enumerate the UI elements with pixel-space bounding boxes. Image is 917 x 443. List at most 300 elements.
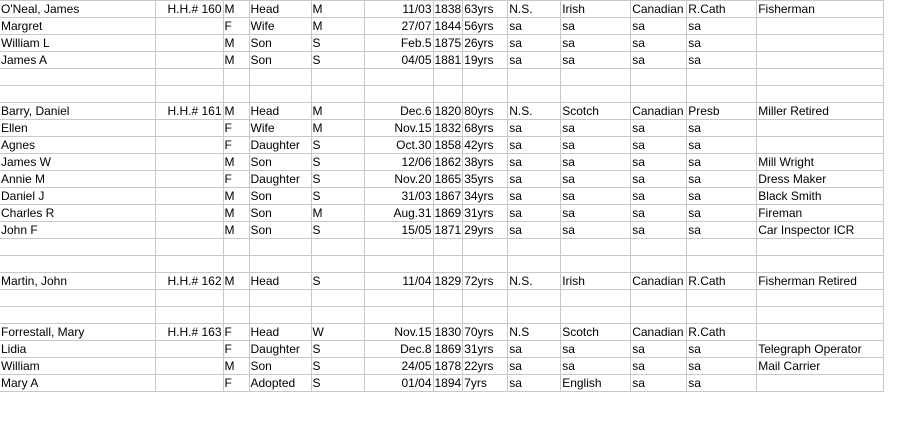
- table-cell[interactable]: R.Cath: [687, 273, 757, 290]
- table-cell[interactable]: sa: [508, 358, 561, 375]
- table-cell[interactable]: 26yrs: [463, 35, 508, 52]
- table-cell[interactable]: [0, 307, 155, 324]
- table-cell[interactable]: 1894: [434, 376, 462, 390]
- table-cell[interactable]: N.S.: [508, 1, 561, 18]
- table-cell[interactable]: [249, 307, 311, 324]
- table-cell[interactable]: [757, 324, 884, 341]
- table-cell[interactable]: [311, 256, 364, 273]
- table-cell[interactable]: sa: [561, 52, 631, 69]
- table-cell[interactable]: 1862: [434, 155, 462, 169]
- table-cell[interactable]: [757, 256, 884, 273]
- table-cell[interactable]: [561, 239, 631, 256]
- table-cell[interactable]: sa: [631, 188, 687, 205]
- table-cell[interactable]: sa: [631, 358, 687, 375]
- table-cell[interactable]: [249, 86, 311, 103]
- table-cell[interactable]: [155, 341, 223, 358]
- table-cell[interactable]: [223, 86, 249, 103]
- table-cell[interactable]: [249, 239, 311, 256]
- table-cell[interactable]: N.S: [508, 324, 561, 341]
- table-cell[interactable]: sa: [508, 35, 561, 52]
- table-cell[interactable]: John F: [0, 222, 155, 239]
- table-cell[interactable]: F: [223, 375, 249, 392]
- table-cell[interactable]: [155, 307, 223, 324]
- table-cell[interactable]: sa: [631, 52, 687, 69]
- table-cell[interactable]: M: [223, 222, 249, 239]
- table-cell[interactable]: S: [311, 52, 364, 69]
- table-cell[interactable]: [508, 307, 561, 324]
- table-cell[interactable]: 1869: [434, 206, 462, 220]
- table-cell[interactable]: Scotch: [561, 324, 631, 341]
- table-cell[interactable]: [631, 256, 687, 273]
- table-cell[interactable]: F: [223, 120, 249, 137]
- table-cell[interactable]: [223, 307, 249, 324]
- table-cell[interactable]: Head: [249, 324, 311, 341]
- table-cell[interactable]: M: [311, 103, 364, 120]
- table-cell[interactable]: [757, 375, 884, 392]
- table-cell[interactable]: sa: [687, 375, 757, 392]
- table-cell[interactable]: Aug.31: [364, 205, 433, 222]
- table-cell[interactable]: M: [223, 154, 249, 171]
- table-cell[interactable]: [364, 69, 433, 86]
- table-cell[interactable]: M: [311, 120, 364, 137]
- table-cell[interactable]: [364, 86, 433, 103]
- table-cell[interactable]: N.S.: [508, 273, 561, 290]
- table-cell[interactable]: H.H.# 163: [155, 324, 223, 341]
- table-cell[interactable]: R.Cath: [687, 324, 757, 341]
- table-cell[interactable]: [463, 86, 508, 103]
- table-cell[interactable]: F: [223, 341, 249, 358]
- table-cell[interactable]: sa: [631, 120, 687, 137]
- table-cell[interactable]: Daughter: [249, 137, 311, 154]
- table-cell[interactable]: W: [311, 324, 364, 341]
- table-cell[interactable]: Fisherman: [757, 1, 884, 18]
- table-cell[interactable]: sa: [508, 341, 561, 358]
- table-cell[interactable]: sa: [561, 18, 631, 35]
- table-cell[interactable]: [0, 69, 155, 86]
- table-cell[interactable]: Dec.8: [364, 341, 433, 358]
- table-cell[interactable]: [223, 69, 249, 86]
- table-cell[interactable]: S: [311, 273, 364, 290]
- table-cell[interactable]: 35yrs: [463, 171, 508, 188]
- table-cell[interactable]: [0, 86, 155, 103]
- table-cell[interactable]: [463, 69, 508, 86]
- table-cell[interactable]: [433, 256, 463, 273]
- table-cell[interactable]: Son: [249, 358, 311, 375]
- table-cell[interactable]: M: [223, 273, 249, 290]
- table-cell[interactable]: 72yrs: [463, 273, 508, 290]
- table-cell[interactable]: [463, 290, 508, 307]
- table-cell[interactable]: Martin, John: [0, 273, 155, 290]
- table-cell[interactable]: [757, 18, 884, 35]
- table-cell[interactable]: sa: [687, 52, 757, 69]
- table-cell[interactable]: Fireman: [757, 205, 884, 222]
- table-cell[interactable]: sa: [687, 341, 757, 358]
- table-cell[interactable]: Irish: [561, 273, 631, 290]
- table-cell[interactable]: Feb.5: [364, 35, 433, 52]
- table-cell[interactable]: 31yrs: [463, 341, 508, 358]
- table-cell[interactable]: [508, 256, 561, 273]
- table-cell[interactable]: 1871: [434, 223, 462, 237]
- table-cell[interactable]: [631, 239, 687, 256]
- table-cell[interactable]: [223, 256, 249, 273]
- table-cell[interactable]: 1858: [434, 138, 462, 152]
- table-cell[interactable]: Miller Retired: [757, 103, 884, 120]
- table-cell[interactable]: James A: [0, 52, 155, 69]
- table-cell[interactable]: [757, 137, 884, 154]
- table-cell[interactable]: Car Inspector ICR: [757, 222, 884, 239]
- table-cell[interactable]: [249, 256, 311, 273]
- table-cell[interactable]: S: [311, 188, 364, 205]
- table-cell[interactable]: sa: [561, 137, 631, 154]
- table-cell[interactable]: Daughter: [249, 171, 311, 188]
- table-cell[interactable]: sa: [631, 18, 687, 35]
- table-cell[interactable]: H.H.# 160: [155, 1, 223, 18]
- table-cell[interactable]: 56yrs: [463, 18, 508, 35]
- table-cell[interactable]: 38yrs: [463, 154, 508, 171]
- table-cell[interactable]: [364, 290, 433, 307]
- table-cell[interactable]: sa: [508, 154, 561, 171]
- table-cell[interactable]: [249, 69, 311, 86]
- table-cell[interactable]: [155, 375, 223, 392]
- table-cell[interactable]: [687, 307, 757, 324]
- table-cell[interactable]: [561, 86, 631, 103]
- table-cell[interactable]: M: [311, 18, 364, 35]
- table-cell[interactable]: F: [223, 137, 249, 154]
- table-cell[interactable]: Son: [249, 222, 311, 239]
- table-cell[interactable]: Forrestall, Mary: [0, 324, 155, 341]
- table-cell[interactable]: 70yrs: [463, 324, 508, 341]
- table-cell[interactable]: sa: [561, 205, 631, 222]
- table-cell[interactable]: sa: [687, 154, 757, 171]
- table-cell[interactable]: Nov.15: [364, 324, 433, 341]
- table-cell[interactable]: 1838: [434, 2, 462, 16]
- table-cell[interactable]: 1830: [434, 325, 462, 339]
- table-cell[interactable]: 31yrs: [463, 205, 508, 222]
- table-cell[interactable]: S: [311, 375, 364, 392]
- table-cell[interactable]: Son: [249, 205, 311, 222]
- table-cell[interactable]: S: [311, 171, 364, 188]
- table-cell[interactable]: M: [223, 205, 249, 222]
- table-cell[interactable]: 1829: [434, 274, 462, 288]
- table-cell[interactable]: sa: [631, 35, 687, 52]
- table-cell[interactable]: [687, 290, 757, 307]
- table-cell[interactable]: [561, 290, 631, 307]
- table-cell[interactable]: [508, 290, 561, 307]
- table-cell[interactable]: Nov.20: [364, 171, 433, 188]
- table-cell[interactable]: Dec.6: [364, 103, 433, 120]
- table-cell[interactable]: sa: [631, 154, 687, 171]
- table-cell[interactable]: sa: [561, 171, 631, 188]
- table-cell[interactable]: [433, 86, 463, 103]
- table-cell[interactable]: [687, 69, 757, 86]
- table-cell[interactable]: [463, 307, 508, 324]
- table-cell[interactable]: [508, 86, 561, 103]
- table-cell[interactable]: [155, 137, 223, 154]
- table-cell[interactable]: Son: [249, 52, 311, 69]
- table-cell[interactable]: [155, 358, 223, 375]
- table-cell[interactable]: [155, 35, 223, 52]
- table-cell[interactable]: F: [223, 324, 249, 341]
- table-cell[interactable]: [433, 69, 463, 86]
- table-cell[interactable]: 15/05: [364, 222, 433, 239]
- table-cell[interactable]: Dress Maker: [757, 171, 884, 188]
- table-row: [0, 290, 884, 307]
- table-cell[interactable]: M: [223, 1, 249, 18]
- table-cell[interactable]: Canadian: [631, 103, 687, 120]
- table-cell[interactable]: M: [223, 188, 249, 205]
- table-cell[interactable]: H.H.# 162: [155, 273, 223, 290]
- table-cell[interactable]: sa: [561, 154, 631, 171]
- table-cell[interactable]: sa: [561, 222, 631, 239]
- table-cell[interactable]: [155, 222, 223, 239]
- table-cell[interactable]: 11/03: [364, 1, 433, 18]
- table-cell[interactable]: 12/06: [364, 154, 433, 171]
- table-cell[interactable]: [155, 171, 223, 188]
- table-cell[interactable]: [364, 256, 433, 273]
- table-cell[interactable]: 1865: [434, 172, 462, 186]
- table-cell[interactable]: [311, 239, 364, 256]
- table-cell[interactable]: Wife: [249, 18, 311, 35]
- table-cell[interactable]: [757, 290, 884, 307]
- table-cell[interactable]: Son: [249, 154, 311, 171]
- table-cell[interactable]: [757, 35, 884, 52]
- table-cell[interactable]: [687, 239, 757, 256]
- table-cell[interactable]: James W: [0, 154, 155, 171]
- table-cell[interactable]: 1820: [434, 104, 462, 118]
- table-cell[interactable]: Presb: [687, 103, 757, 120]
- table-cell[interactable]: [687, 256, 757, 273]
- table-cell[interactable]: S: [311, 341, 364, 358]
- table-cell[interactable]: [508, 239, 561, 256]
- table-cell[interactable]: [463, 239, 508, 256]
- table-cell[interactable]: sa: [561, 120, 631, 137]
- table-cell[interactable]: [757, 307, 884, 324]
- table-cell[interactable]: sa: [508, 188, 561, 205]
- table-cell[interactable]: sa: [687, 188, 757, 205]
- table-cell[interactable]: sa: [508, 137, 561, 154]
- table-cell[interactable]: [249, 290, 311, 307]
- table-cell[interactable]: sa: [687, 35, 757, 52]
- table-cell[interactable]: [155, 69, 223, 86]
- table-cell[interactable]: [561, 69, 631, 86]
- table-cell[interactable]: Telegraph Operator: [757, 341, 884, 358]
- table-cell[interactable]: sa: [561, 188, 631, 205]
- table-cell[interactable]: [631, 307, 687, 324]
- table-cell[interactable]: [155, 86, 223, 103]
- table-cell[interactable]: Mill Wright: [757, 154, 884, 171]
- table-cell[interactable]: sa: [687, 120, 757, 137]
- table-cell[interactable]: sa: [687, 137, 757, 154]
- table-cell[interactable]: sa: [508, 375, 561, 392]
- table-cell[interactable]: M: [223, 358, 249, 375]
- table-cell[interactable]: Canadian: [631, 324, 687, 341]
- table-cell[interactable]: sa: [687, 358, 757, 375]
- table-cell[interactable]: sa: [631, 171, 687, 188]
- table-cell[interactable]: sa: [508, 52, 561, 69]
- table-cell[interactable]: 1878: [434, 359, 462, 373]
- table-cell[interactable]: Canadian: [631, 1, 687, 18]
- table-cell[interactable]: [155, 256, 223, 273]
- table-cell[interactable]: [311, 307, 364, 324]
- table-cell[interactable]: Mary A: [0, 375, 155, 392]
- table-cell[interactable]: [757, 86, 884, 103]
- table-cell[interactable]: Ellen: [0, 120, 155, 137]
- table-cell[interactable]: Son: [249, 188, 311, 205]
- table-cell[interactable]: sa: [508, 205, 561, 222]
- table-cell[interactable]: [0, 239, 155, 256]
- table-cell[interactable]: [757, 239, 884, 256]
- table-cell[interactable]: R.Cath: [687, 1, 757, 18]
- table-cell[interactable]: sa: [561, 35, 631, 52]
- table-cell[interactable]: 31/03: [364, 188, 433, 205]
- table-cell[interactable]: [561, 307, 631, 324]
- table-cell[interactable]: [155, 120, 223, 137]
- table-cell[interactable]: [687, 86, 757, 103]
- table-cell[interactable]: sa: [687, 205, 757, 222]
- table-cell[interactable]: 34yrs: [463, 188, 508, 205]
- table-cell[interactable]: [757, 69, 884, 86]
- table-cell[interactable]: M: [223, 35, 249, 52]
- table-cell[interactable]: Fisherman Retired: [757, 273, 884, 290]
- table-cell[interactable]: [0, 290, 155, 307]
- table-cell[interactable]: 1844: [434, 19, 462, 33]
- table-cell[interactable]: 1881: [434, 53, 462, 67]
- table-cell[interactable]: [463, 256, 508, 273]
- table-cell[interactable]: 27/07: [364, 18, 433, 35]
- table-cell[interactable]: sa: [508, 171, 561, 188]
- table-cell[interactable]: Nov.15: [364, 120, 433, 137]
- table-cell[interactable]: S: [311, 137, 364, 154]
- table-cell[interactable]: O'Neal, James: [0, 1, 155, 18]
- table-cell[interactable]: Lidia: [0, 341, 155, 358]
- table-cell[interactable]: [757, 52, 884, 69]
- table-cell[interactable]: Scotch: [561, 103, 631, 120]
- table-cell[interactable]: 22yrs: [463, 358, 508, 375]
- table-cell[interactable]: S: [311, 154, 364, 171]
- table-cell[interactable]: Adopted: [249, 375, 311, 392]
- table-cell[interactable]: sa: [508, 18, 561, 35]
- table-cell[interactable]: [757, 120, 884, 137]
- table-cell[interactable]: sa: [631, 375, 687, 392]
- table-cell[interactable]: Daniel J: [0, 188, 155, 205]
- table-cell[interactable]: M: [223, 52, 249, 69]
- table-cell[interactable]: sa: [508, 222, 561, 239]
- table-cell[interactable]: 24/05: [364, 358, 433, 375]
- table-cell[interactable]: [433, 239, 463, 256]
- table-cell[interactable]: [155, 52, 223, 69]
- table-cell[interactable]: [0, 256, 155, 273]
- table-cell[interactable]: [364, 239, 433, 256]
- table-cell[interactable]: sa: [687, 171, 757, 188]
- table-cell[interactable]: Wife: [249, 120, 311, 137]
- table-cell[interactable]: [311, 69, 364, 86]
- table-cell[interactable]: Oct.30: [364, 137, 433, 154]
- table-cell[interactable]: William L: [0, 35, 155, 52]
- table-cell[interactable]: S: [311, 35, 364, 52]
- table-cell[interactable]: F: [223, 18, 249, 35]
- table-cell[interactable]: [364, 307, 433, 324]
- table-cell[interactable]: [223, 239, 249, 256]
- table-cell[interactable]: sa: [687, 222, 757, 239]
- table-cell[interactable]: [561, 256, 631, 273]
- table-cell[interactable]: [155, 154, 223, 171]
- table-cell[interactable]: sa: [561, 358, 631, 375]
- table-cell[interactable]: [311, 86, 364, 103]
- table-cell[interactable]: [631, 86, 687, 103]
- table-cell[interactable]: Irish: [561, 1, 631, 18]
- table-cell[interactable]: [155, 18, 223, 35]
- table-cell[interactable]: [223, 290, 249, 307]
- table-cell[interactable]: sa: [631, 137, 687, 154]
- table-cell[interactable]: 11/04: [364, 273, 433, 290]
- table-cell[interactable]: 04/05: [364, 52, 433, 69]
- table-cell[interactable]: F: [223, 171, 249, 188]
- table-cell[interactable]: N.S.: [508, 103, 561, 120]
- table-cell[interactable]: Charles R: [0, 205, 155, 222]
- table-cell[interactable]: [311, 290, 364, 307]
- table-cell[interactable]: [155, 239, 223, 256]
- table-cell[interactable]: M: [223, 103, 249, 120]
- table-cell[interactable]: Head: [249, 1, 311, 18]
- table-cell[interactable]: Son: [249, 35, 311, 52]
- table-cell[interactable]: William: [0, 358, 155, 375]
- table-cell[interactable]: 1869: [434, 342, 462, 356]
- table-cell[interactable]: sa: [561, 341, 631, 358]
- table-cell[interactable]: Head: [249, 273, 311, 290]
- table-cell[interactable]: sa: [631, 341, 687, 358]
- table-cell[interactable]: Canadian: [631, 273, 687, 290]
- table-cell[interactable]: [631, 290, 687, 307]
- table-cell[interactable]: Barry, Daniel: [0, 103, 155, 120]
- table-cell[interactable]: Margret: [0, 18, 155, 35]
- table-cell[interactable]: 1832: [434, 121, 462, 135]
- table-cell[interactable]: [631, 69, 687, 86]
- table-cell[interactable]: Agnes: [0, 137, 155, 154]
- table-cell[interactable]: [155, 290, 223, 307]
- table-cell[interactable]: English: [561, 375, 631, 392]
- table-cell[interactable]: 1867: [434, 189, 462, 203]
- table-cell[interactable]: 7yrs: [463, 375, 508, 392]
- table-cell[interactable]: 42yrs: [463, 137, 508, 154]
- table-cell[interactable]: 63yrs: [463, 1, 508, 18]
- table-cell[interactable]: sa: [631, 222, 687, 239]
- table-cell[interactable]: M: [311, 205, 364, 222]
- table-cell[interactable]: [433, 307, 463, 324]
- table-cell[interactable]: 29yrs: [463, 222, 508, 239]
- table-cell[interactable]: [433, 290, 463, 307]
- table-cell[interactable]: Mail Carrier: [757, 358, 884, 375]
- table-cell[interactable]: Black Smith: [757, 188, 884, 205]
- table-cell[interactable]: Annie M: [0, 171, 155, 188]
- table-cell[interactable]: 68yrs: [463, 120, 508, 137]
- table-cell[interactable]: [508, 69, 561, 86]
- table-cell[interactable]: 01/04: [364, 375, 433, 392]
- table-cell[interactable]: sa: [508, 120, 561, 137]
- table-cell[interactable]: [155, 188, 223, 205]
- table-cell[interactable]: M: [311, 1, 364, 18]
- table-cell[interactable]: 80yrs: [463, 103, 508, 120]
- table-cell[interactable]: 1875: [434, 36, 462, 50]
- table-cell[interactable]: [155, 205, 223, 222]
- table-cell[interactable]: Head: [249, 103, 311, 120]
- table-cell[interactable]: Daughter: [249, 341, 311, 358]
- table-cell[interactable]: sa: [687, 18, 757, 35]
- table-cell[interactable]: S: [311, 222, 364, 239]
- table-cell[interactable]: H.H.# 161: [155, 103, 223, 120]
- table-cell[interactable]: sa: [631, 205, 687, 222]
- table-cell[interactable]: 19yrs: [463, 52, 508, 69]
- table-cell[interactable]: S: [311, 358, 364, 375]
